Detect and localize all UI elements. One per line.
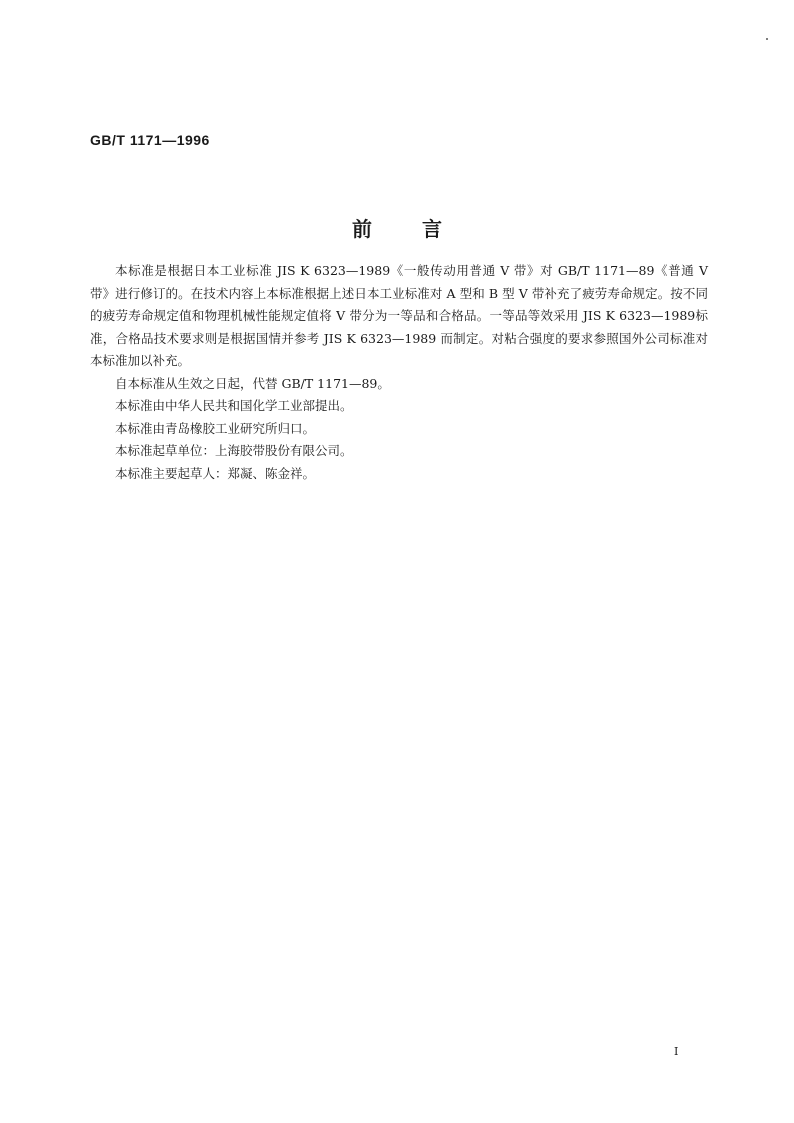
paragraph-revision-basis: 本标准是根据日本工业标准 JIS K 6323—1989《一般传动用普通 V 带》对 GB/T 1171—89《普通 V 带》进行修订的。在技术内容上本标准根据上述日本工业标准对 A 型和 B 型 V 带补充了疲劳寿命规定。按不同的疲劳寿命规定值和物理机械性能规定值将 V 带分为一等品和合格品。一等品等效采用 JIS K 6323—1989标准，合格品技术要求则是根据国情并参考 JIS K 6323—1989 而制定。对粘合强度的要求参照国外公司标准对本标准加以补充。	[90, 263, 708, 368]
paragraph-drafters: 本标准主要起草人：郑凝、陈金祥。	[115, 465, 316, 481]
page-number: I	[674, 1045, 679, 1058]
standard-code-header: GB/T 1171—1996	[90, 132, 210, 148]
paragraph-replacement: 自本标准从生效之日起，代替 GB/T 1171—89。	[115, 375, 390, 391]
paragraph-centralizer: 本标准由青岛橡胶工业研究所归口。	[115, 420, 316, 436]
paragraph-drafting-unit: 本标准起草单位：上海胶带股份有限公司。	[115, 443, 353, 458]
scan-speck	[766, 38, 768, 40]
paragraph-proposer: 本标准由中华人民共和国化学工业部提出。	[115, 398, 353, 413]
foreword-body	[90, 260, 708, 485]
page-title: 前言	[352, 217, 492, 241]
